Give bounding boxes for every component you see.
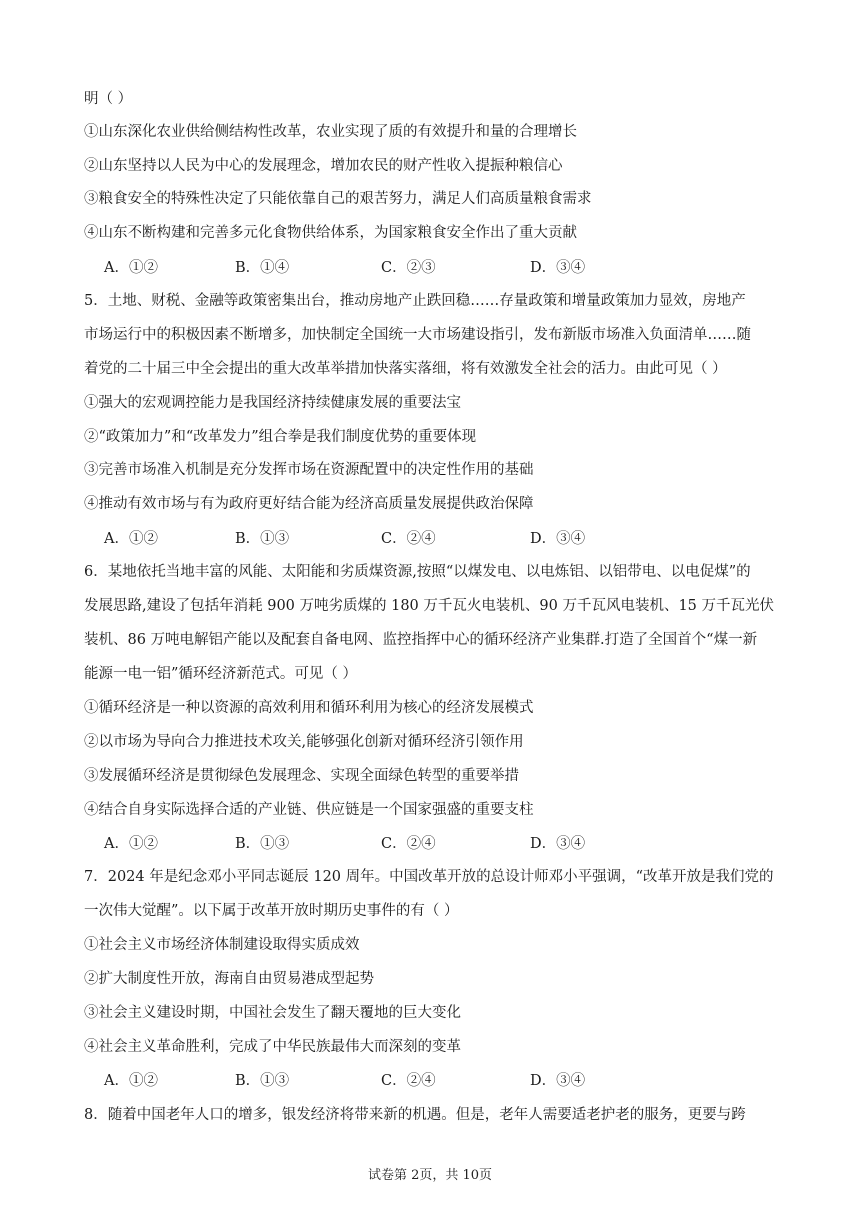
q6-option-d[interactable]: D．③④: [530, 836, 586, 852]
q4-option-a[interactable]: A．①②: [104, 260, 158, 276]
q7-statement-3: ③社会主义建设时期，中国社会发生了翻天覆地的巨大变化: [84, 1005, 461, 1021]
q4-statement-3: ③粮食安全的特殊性决定了只能依靠自己的艰苦努力，满足人们高质量粮食需求: [84, 191, 592, 207]
q7-option-a[interactable]: A．①②: [104, 1073, 158, 1089]
q4-option-c[interactable]: C．②③: [381, 260, 436, 276]
q6-stem-line-1: 6．某地依托当地丰富的风能、太阳能和劣质煤资源,按照“以煤发电、以电炼铝、以铝带电、以电促煤”的: [84, 564, 751, 580]
q7-statement-4: ④社会主义革命胜利，完成了中华民族最伟大而深刻的变革: [84, 1039, 461, 1055]
q6-statement-1: ①循环经济是一种以资源的高效利用和循环利用为核心的经济发展模式: [84, 700, 534, 716]
q8-stem-line-1: 8．随着中国老年人口的增多，银发经济将带来新的机遇。但是，老年人需要适老护老的服务，更要与跨: [84, 1107, 746, 1123]
q6-stem-line-4: 能源一电一铝”循环经济新范式。可见（ ）: [84, 666, 358, 682]
q6-statement-3: ③发展循环经济是贯彻绿色发展理念、实现全面绿色转型的重要举措: [84, 768, 519, 784]
q5-stem-line-3: 着党的二十届三中全会提出的重大改革举措加快落实落细，将有效激发全社会的活力。由此可见（ ）: [84, 361, 727, 377]
q4-statement-4: ④山东不断构建和完善多元化食物供给体系，为国家粮食安全作出了重大贡献: [84, 225, 577, 241]
q4-statement-1: ①山东深化农业供给侧结构性改革，农业实现了质的有效提升和量的合理增长: [84, 124, 577, 140]
q5-statement-3: ③完善市场准入机制是充分发挥市场在资源配置中的决定性作用的基础: [84, 462, 534, 478]
q6-stem-line-3: 装机、86 万吨电解铝产能以及配套自备电网、监控指挥中心的循环经济产业集群.打造了全国首个“煤一新: [84, 632, 758, 648]
page-footer: 试卷第 2页，共 10页: [367, 1168, 493, 1183]
q6-statement-2: ②以市场为导向合力推进技术攻关,能够强化创新对循环经济引领作用: [84, 734, 524, 750]
q5-statement-4: ④推动有效市场与有为政府更好结合能为经济高质量发展提供政治保障: [84, 496, 534, 512]
q7-option-d[interactable]: D．③④: [530, 1073, 586, 1089]
q4-statement-2: ②山东坚持以人民为中心的发展理念，增加农民的财产性收入提振种粮信心: [84, 158, 563, 174]
q7-stem-line-2: 一次伟大觉醒”。以下属于改革开放时期历史事件的有（ ）: [84, 903, 459, 919]
q7-option-c[interactable]: C．②④: [381, 1073, 436, 1089]
q7-option-b[interactable]: B．①③: [235, 1073, 290, 1089]
q6-stem-line-2: 发展思路,建设了包括年消耗 900 万吨劣质煤的 180 万千瓦火电装机、90 万千瓦风电装机、15 万千瓦光伏: [84, 598, 775, 614]
q5-stem-line-1: 5．土地、财税、金融等政策密集出台，推动房地产止跌回稳……存量政策和增量政策加力显效，房地产: [84, 293, 746, 309]
q4-option-b[interactable]: B．①④: [235, 260, 290, 276]
q7-statement-1: ①社会主义市场经济体制建设取得实质成效: [84, 937, 360, 953]
q6-option-a[interactable]: A．①②: [104, 836, 158, 852]
q5-statement-2: ②“政策加力”和“改革发力”组合拳是我们制度优势的重要体现: [84, 429, 477, 445]
q5-option-c[interactable]: C．②④: [381, 531, 436, 547]
q6-option-c[interactable]: C．②④: [381, 836, 436, 852]
q5-stem-line-2: 市场运行中的积极因素不断增多，加快制定全国统一大市场建设指引，发布新版市场准入负面清单……随: [84, 327, 751, 343]
q6-option-b[interactable]: B．①③: [235, 836, 290, 852]
q7-stem-line-1: 7．2024 年是纪念邓小平同志诞辰 120 周年。中国改革开放的总设计师邓小平强调，“改革开放是我们党的: [84, 869, 774, 885]
q4-option-d[interactable]: D．③④: [530, 260, 586, 276]
q6-statement-4: ④结合自身实际选择合适的产业链、供应链是一个国家强盛的重要支柱: [84, 802, 534, 818]
q5-option-b[interactable]: B．①③: [235, 531, 290, 547]
q5-statement-1: ①强大的宏观调控能力是我国经济持续健康发展的重要法宝: [84, 395, 461, 411]
q5-option-d[interactable]: D．③④: [530, 531, 586, 547]
q5-option-a[interactable]: A．①②: [104, 531, 158, 547]
question-4-stem-end: 明（ ）: [84, 91, 133, 107]
q7-statement-2: ②扩大制度性开放，海南自由贸易港成型起势: [84, 971, 374, 987]
